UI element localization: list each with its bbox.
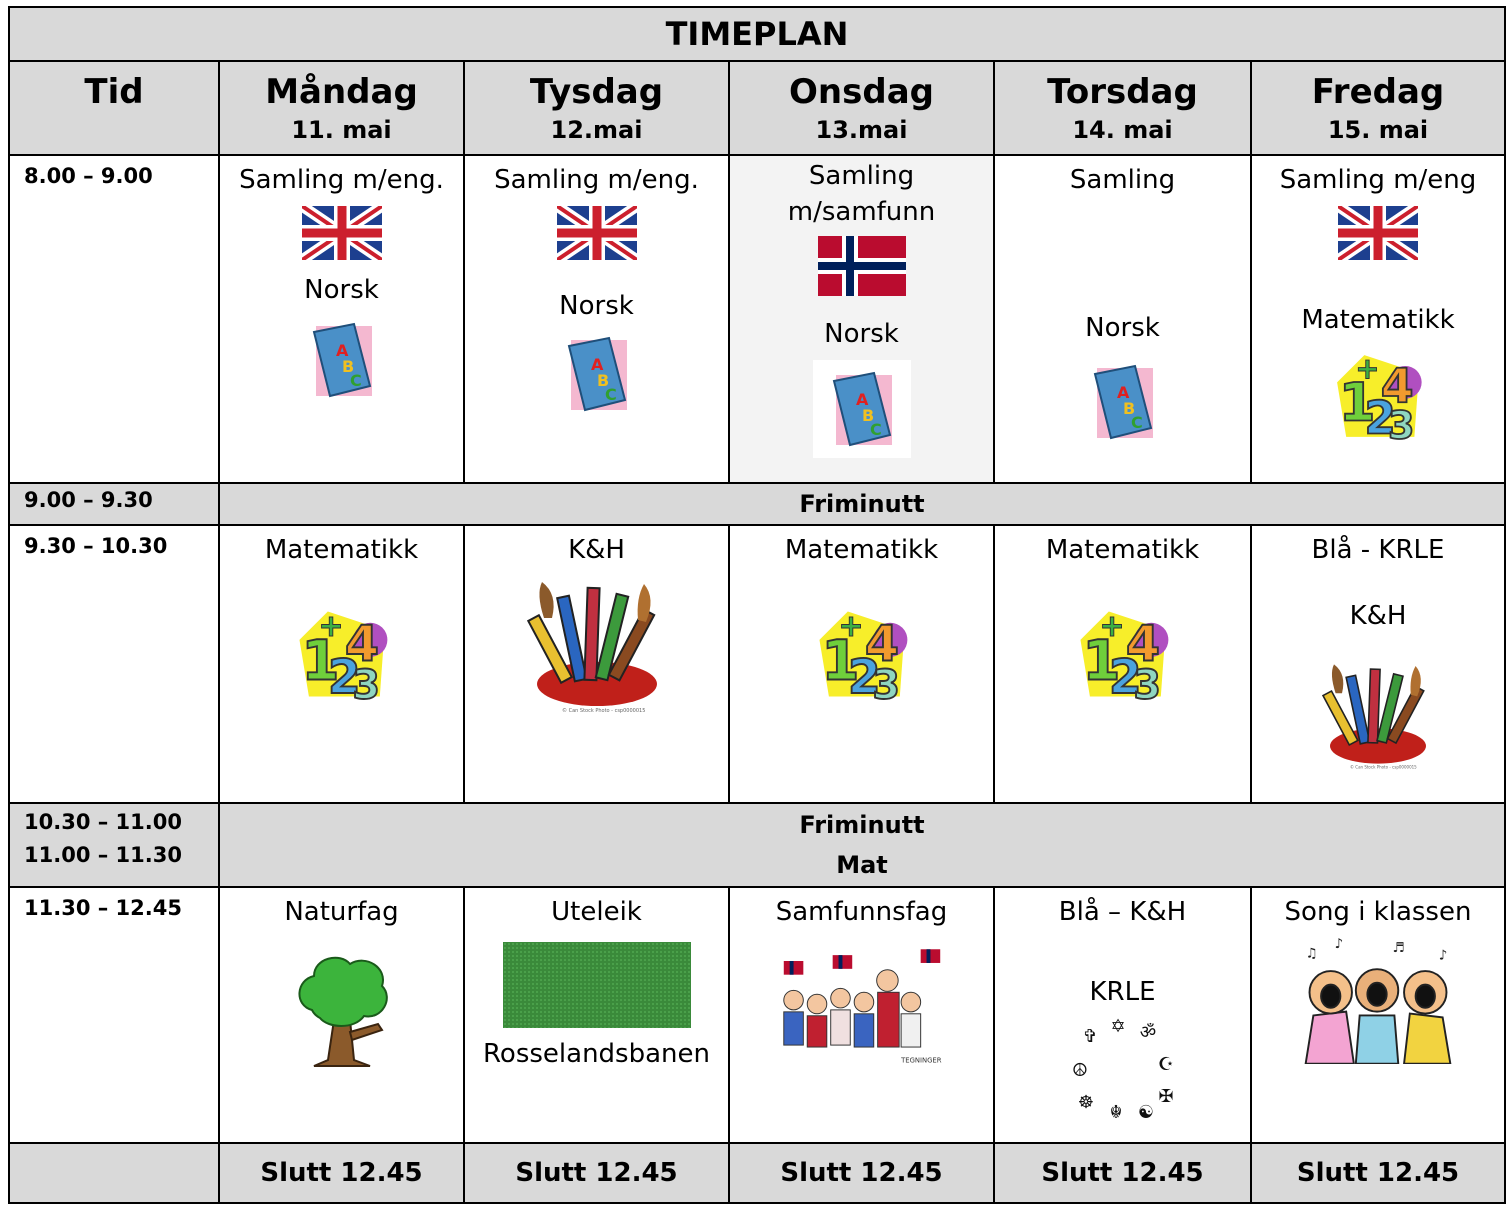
cell-wed-slot1 [729,155,994,483]
cell-wed-slot3 [729,887,994,1143]
subject-label: KRLE [1089,977,1156,1007]
cell-fri-slot1 [1251,155,1505,483]
cell-fri-slot3 [1251,887,1505,1143]
time-slot-1: 8.00 – 9.00 [9,155,219,483]
break-mat: Mat [836,851,888,879]
numbers-math-icon [810,602,914,706]
cell-mon-slot3 [219,887,464,1143]
end-time-wed: Slutt 12.45 [729,1143,994,1203]
header-wednesday [729,61,994,155]
header-tuesday [464,61,729,155]
subject-label: Samling m/eng [1279,165,1477,195]
subject-label: Norsk [1085,313,1160,343]
day-date: 15. mai [1327,116,1429,144]
cell-thu-slot2 [994,525,1251,803]
day-date: 11. mai [291,116,392,144]
cell-thu-slot3 [994,887,1251,1143]
subject-label: Samling m/eng. [494,165,699,195]
singing-kids-icon [1296,938,1460,1064]
time-slot-4a: 10.30 – 11.00 [24,810,182,834]
uk-flag-icon [557,206,637,260]
cell-thu-slot1 [994,155,1251,483]
cell-wed-slot2 [729,525,994,803]
tree-icon [292,944,392,1076]
timetable-title: TIMEPLAN [9,7,1505,61]
location-label: Rosselandsbanen [483,1039,710,1069]
subject-label: Uteleik [551,897,642,927]
day-name: Måndag [265,72,418,112]
header-monday [219,61,464,155]
grass-field-icon [503,942,691,1028]
header-friday [1251,61,1505,155]
uk-flag-icon [1338,206,1418,260]
end-time-thu: Slutt 12.45 [994,1143,1251,1203]
abc-book-icon [565,336,629,412]
subject-label: K&H [568,535,625,565]
cell-fri-slot2 [1251,525,1505,803]
cell-mon-slot2 [219,525,464,803]
subject-label: Blå – K&H [1058,897,1187,927]
day-name: Tysdag [529,72,664,112]
break-friminutt-mat [219,803,1505,887]
break-friminutt: Friminutt [219,483,1505,525]
day-date: 12.mai [550,116,643,144]
subject-label: Song i klassen [1284,897,1472,927]
norway-flag-icon [818,236,906,296]
day-name: Torsdag [1047,72,1198,112]
end-time-mon: Slutt 12.45 [219,1143,464,1203]
day-date: 14. mai [1072,116,1173,144]
time-slot-4b: 11.00 – 11.30 [24,843,182,867]
header-thursday [994,61,1251,155]
art-supplies-icon [522,574,672,714]
subject-label: Matematikk [1301,305,1455,335]
header-tid [9,61,219,155]
day-date: 13.mai [815,116,908,144]
subject-label: Samling [808,161,915,191]
subject-label: Samling m/eng. [239,165,444,195]
subject-label: Samfunnsfag [775,897,948,927]
cell-mon-slot1 [219,155,464,483]
religion-symbols-icon [1068,1012,1178,1122]
end-row-blank [9,1143,219,1203]
cell-tue-slot1 [464,155,729,483]
subject-label: Matematikk [784,535,939,565]
subject-label: Norsk [824,319,899,349]
cell-tue-slot3 [464,887,729,1143]
subject-label: m/samfunn [787,197,936,227]
end-time-fri: Slutt 12.45 [1251,1143,1505,1203]
parade-icon [774,940,950,1070]
end-time-tue: Slutt 12.45 [464,1143,729,1203]
abc-book-icon [310,322,374,398]
time-slot-5: 11.30 – 12.45 [9,887,219,1143]
subject-label: Norsk [559,291,634,321]
day-name: Onsdag [789,72,934,112]
day-name: Fredag [1311,72,1445,112]
numbers-math-icon [290,602,394,706]
break-friminutt: Friminutt [799,811,925,839]
subject-label: Matematikk [264,535,419,565]
uk-flag-icon [302,206,382,260]
subject-label: Blå - KRLE [1311,535,1445,565]
subject-label: Norsk [304,275,379,305]
subject-label: Naturfag [284,897,399,927]
cell-tue-slot2 [464,525,729,803]
tid-label: Tid [84,72,144,112]
subject-label: K&H [1349,601,1407,631]
time-slot-4 [9,803,219,887]
numbers-math-icon [1328,346,1428,446]
subject-label: Matematikk [1045,535,1200,565]
numbers-math-icon [1071,602,1175,706]
abc-book-icon [1091,364,1155,440]
subject-label: Samling [1069,165,1176,195]
abc-book-icon [813,360,911,458]
time-slot-2: 9.00 – 9.30 [9,483,219,525]
time-slot-3: 9.30 – 10.30 [9,525,219,803]
timetable [8,6,1506,1204]
art-supplies-icon [1318,658,1438,770]
